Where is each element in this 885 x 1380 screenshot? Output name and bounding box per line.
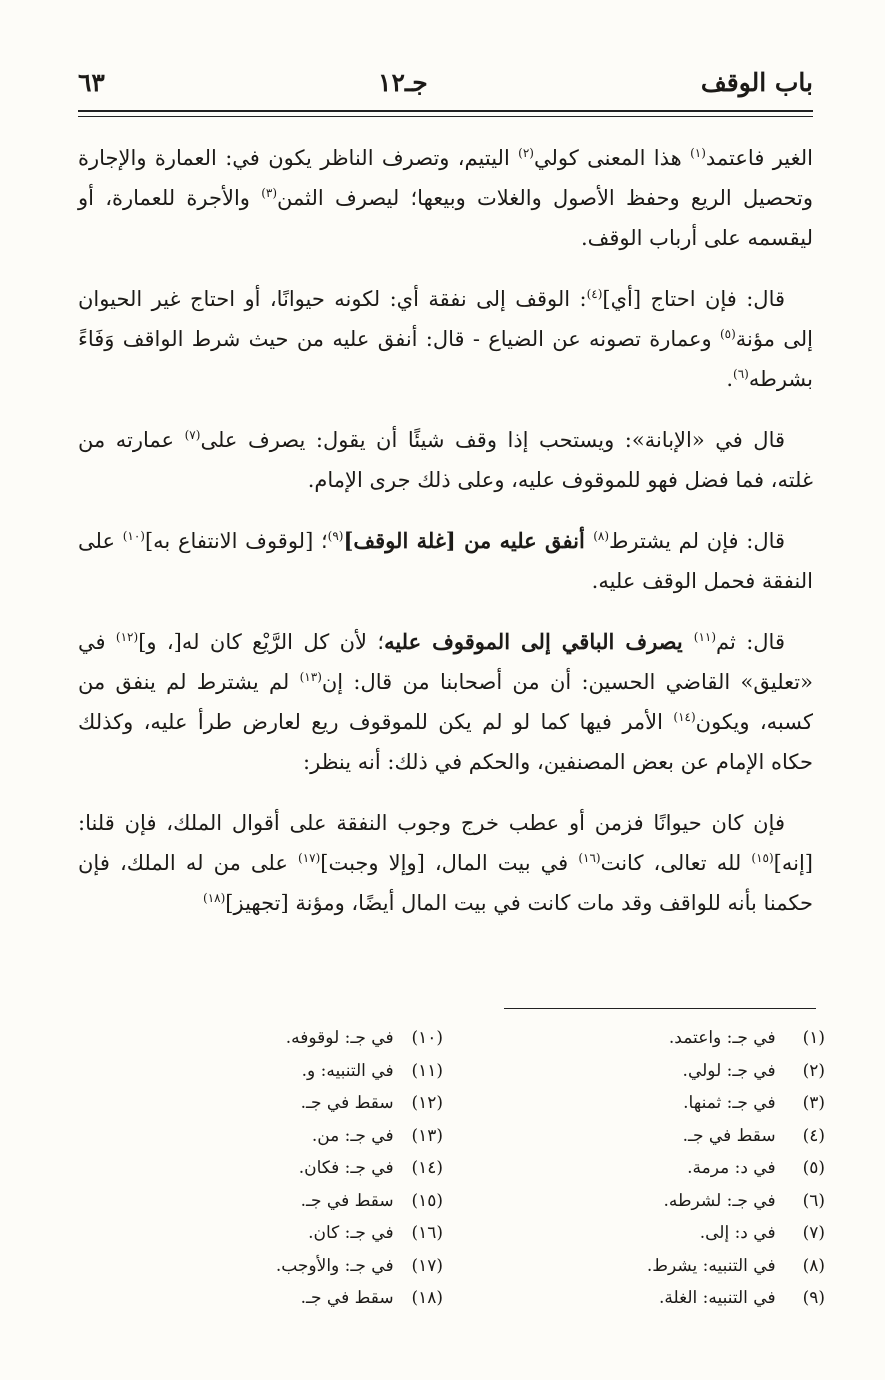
- footnote-text: في التنبيه: و.: [301, 1060, 394, 1081]
- footnote-number: (٤): [802, 1125, 825, 1146]
- volume-label: جـ١٢: [378, 67, 428, 97]
- footnote-item: [495, 1120, 825, 1153]
- footnote-number: (٥): [802, 1158, 825, 1178]
- footnote-item: [495, 1185, 825, 1218]
- footnote-marker: (١٣): [299, 670, 322, 684]
- footnote-marker: (١٧): [298, 851, 321, 865]
- footnote-text: سقط في جـ.: [682, 1125, 776, 1146]
- text-run: عمارته من غلته، فما فضل فهو للموقوف عليه، وعلى ذلك جرى الإمام.: [78, 428, 813, 492]
- text-run: ؛ لأن كل الرَّيْع كان له[، و]: [138, 630, 385, 654]
- emphasized-text: أنفق عليه من [غلة الوقف]: [343, 528, 594, 553]
- footnote-text: في جـ: لشرطه.: [663, 1190, 776, 1211]
- footnote-text: في جـ: لولي.: [682, 1060, 776, 1081]
- footnote-number: (١٢): [411, 1093, 443, 1113]
- text-run: قال: فإن احتاج [أي]: [602, 287, 786, 311]
- text-run: والأجرة للعمارة، أو ليقسمه على أرباب الوقف.: [78, 186, 813, 250]
- text-run: على من له الملك، فإن حكمنا بأنه للواقف وقد مات كانت في بيت المال أيضًا، ومؤنة [تجهيز]: [78, 851, 813, 915]
- footnote-number: (١٦): [411, 1223, 443, 1243]
- footnote-item: [143, 1217, 443, 1250]
- footnote-marker: (١١): [693, 630, 717, 644]
- text-run: : الوقف إلى نفقة أي: لكونه حيوانًا، أو احتاج غير الحيوان إلى مؤنة: [78, 287, 813, 351]
- footnote-number: (٧): [802, 1223, 825, 1243]
- footnote-item: [495, 1152, 825, 1185]
- footnote-item: [143, 1250, 443, 1283]
- footnote-item: [495, 1022, 825, 1055]
- emphasized-text: يصرف الباقي إلى الموقوف عليه: [384, 629, 694, 654]
- footnote-number: (١٣): [411, 1125, 443, 1146]
- header-rule-thin: [78, 116, 813, 117]
- footnote-item: [143, 1282, 443, 1315]
- footnote-number: (١٨): [411, 1288, 443, 1308]
- paragraph: [78, 803, 813, 923]
- footnote-item: [143, 1087, 443, 1120]
- text-run: قال في «الإبانة»: ويستحب إذا وقف شيئًا أن يقول: يصرف على: [200, 428, 786, 452]
- footnote-text: في جـ: كان.: [308, 1223, 394, 1243]
- footnote-text: في جـ: والأوجب.: [275, 1255, 394, 1276]
- footnote-number: (٢): [802, 1060, 825, 1081]
- footnote-marker: (٨): [593, 529, 610, 543]
- footnote-number: (٦): [802, 1190, 825, 1211]
- footnote-item: [143, 1022, 443, 1055]
- text-run: .: [726, 367, 734, 391]
- footnote-marker: (٤): [586, 287, 603, 301]
- footnote-number: (٣): [802, 1093, 825, 1113]
- footnote-marker: (٧): [184, 428, 201, 442]
- chapter-title: باب الوقف: [700, 67, 813, 97]
- text-run: لم يشترط لم ينفق من كسبه، ويكون: [78, 670, 814, 734]
- footnote-text: في جـ: فكان.: [298, 1158, 394, 1178]
- text-run: في «تعليق» القاضي الحسين: أن من أصحابنا من قال: إن: [78, 630, 814, 694]
- footnote-text: في د: إلى.: [699, 1223, 776, 1243]
- text-run: على النفقة فحمل الوقف عليه.: [78, 529, 813, 593]
- footnote-item: [143, 1152, 443, 1185]
- footnote-item: [143, 1055, 443, 1088]
- footnote-marker: (١٨): [203, 891, 226, 905]
- footnote-marker: (٩): [327, 529, 344, 543]
- footnote-text: في جـ: واعتمد.: [668, 1028, 776, 1048]
- footnote-item: [143, 1120, 443, 1153]
- footnote-number: (١٧): [411, 1255, 443, 1276]
- footnote-marker: (٣): [261, 186, 278, 200]
- footnote-item: [495, 1055, 825, 1088]
- main-text: [78, 138, 813, 944]
- page-number: ٦٣: [78, 67, 105, 97]
- text-run: الغير فاعتمد: [705, 146, 813, 170]
- footnote-text: في جـ: ثمنها.: [683, 1093, 776, 1113]
- footnote-item: [495, 1217, 825, 1250]
- footnote-item: [495, 1087, 825, 1120]
- paragraph: [78, 279, 813, 399]
- footnote-number: (١٤): [411, 1158, 443, 1178]
- text-run: قال: ثم: [716, 630, 785, 654]
- footnote-separator: [504, 1008, 816, 1009]
- footnote-marker: (١٤): [673, 710, 696, 724]
- footnote-number: (١٠): [411, 1028, 443, 1048]
- text-run: ؛ [لوقوف الانتفاع به]: [144, 529, 328, 553]
- text-run: هذا المعنى كولي: [533, 146, 691, 170]
- footnote-marker: (١٠): [122, 529, 145, 543]
- footnote-text: سقط في جـ.: [300, 1093, 394, 1113]
- text-run: الأمر فيها كما لو لم يكن للموقوف ريع لعارض طرأ عليه، وكذلك حكاه الإمام عن بعض المصنفين، والحكم في ذلك: أنه ينظر:: [78, 710, 813, 774]
- paragraph: [78, 420, 813, 500]
- footnote-text: سقط في جـ.: [300, 1190, 394, 1211]
- text-run: في بيت المال، [وإلا وجبت]: [320, 851, 579, 875]
- footnote-item: [495, 1250, 825, 1283]
- footnote-text: سقط في جـ.: [300, 1288, 394, 1308]
- footnote-number: (٩): [802, 1288, 825, 1308]
- footnote-text: في التنبيه: الغلة.: [658, 1288, 776, 1308]
- paragraph: [78, 521, 813, 601]
- footnotes-column-left: [143, 1022, 443, 1315]
- paragraph: [78, 622, 813, 782]
- footnote-number: (٨): [802, 1255, 825, 1276]
- text-run: فإن كان حيوانًا فزمن أو عطب خرج وجوب النفقة على أقوال الملك، فإن قلنا: [إنه]: [78, 811, 813, 875]
- text-run: وعمارة تصونه عن الضياع - قال: أنفق عليه من حيث شرط الواقف وَفَاءً بشرطه: [78, 327, 813, 391]
- footnote-marker: (١): [690, 146, 706, 160]
- footnote-item: [143, 1185, 443, 1218]
- text-run: لله تعالى، كانت: [600, 851, 752, 875]
- footnote-item: [495, 1282, 825, 1315]
- footnote-text: في التنبيه: يشرط.: [646, 1255, 776, 1276]
- footnote-marker: (١٦): [578, 851, 601, 865]
- text-run: اليتيم، وتصرف الناظر يكون في: العمارة والإجارة وتحصيل الريع وحفظ الأصول والغلات وبيعها؛ ليصرف الثمن: [78, 146, 814, 210]
- footnote-number: (١٥): [411, 1190, 443, 1211]
- footnote-text: في د: مرمة.: [687, 1158, 776, 1178]
- footnote-number: (١): [802, 1028, 825, 1048]
- header-rule: [78, 110, 813, 112]
- running-header: [78, 60, 813, 104]
- footnote-text: في جـ: لوقوفه.: [285, 1028, 394, 1048]
- footnotes-column-right: [495, 1022, 825, 1315]
- footnote-marker: (٥): [719, 327, 736, 341]
- footnote-text: في جـ: من.: [311, 1125, 394, 1146]
- text-run: قال: فإن لم يشترط: [609, 529, 786, 553]
- footnote-marker: (٢): [518, 146, 534, 160]
- footnote-number: (١١): [411, 1060, 443, 1081]
- footnote-marker: (١٢): [115, 630, 139, 644]
- paragraph: [78, 138, 813, 258]
- footnote-marker: (٦): [733, 367, 749, 381]
- footnote-marker: (١٥): [751, 851, 774, 865]
